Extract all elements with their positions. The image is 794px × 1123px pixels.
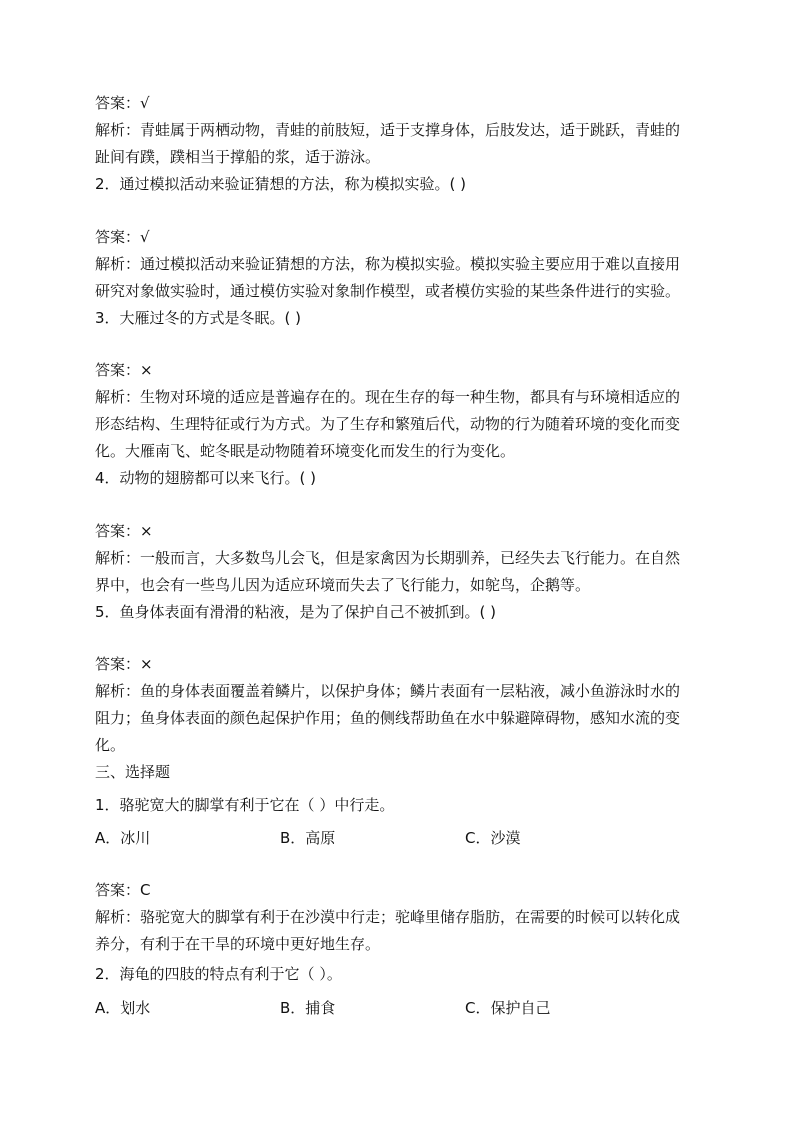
- answer-line: 答案：×: [95, 522, 153, 540]
- analysis-line: 解析：青蛙属于两栖动物，青蛙的前肢短，适于支撑身体，后肢发达，适于跳跃，青蛙的: [95, 121, 681, 139]
- analysis-line: 界中，也会有一些鸟儿因为适应环境而失去了飞行能力，如鸵鸟，企鹅等。: [95, 576, 591, 594]
- analysis-line: 形态结构、生理特征或行为方式。为了生存和繁殖后代，动物的行为随着环境的变化而变: [95, 415, 681, 433]
- analysis-line: 研究对象做实验时，通过模仿实验对象制作模型，或者模仿实验的某些条件进行的实验。: [95, 282, 681, 300]
- analysis-line: 解析：生物对环境的适应是普遍存在的。现在生存的每一种生物，都具有与环境相适应的: [95, 388, 681, 406]
- analysis-line: 解析：通过模拟活动来验证猜想的方法，称为模拟实验。模拟实验主要应用于难以直接用: [95, 255, 681, 273]
- analysis-line: 解析：一般而言，大多数鸟儿会飞，但是家禽因为长期驯养，已经失去飞行能力。在自然: [95, 549, 681, 567]
- analysis-line: 化。大雁南飞、蛇冬眠是动物随着环境变化而发生的行为变化。: [95, 442, 516, 460]
- option-c: C．沙漠: [465, 829, 521, 847]
- analysis-line: 养分，有利于在干旱的环境中更好地生存。: [95, 935, 381, 953]
- analysis-line: 趾间有蹼，蹼相当于撑船的浆，适于游泳。: [95, 148, 381, 166]
- option-a: A．冰川: [95, 829, 151, 847]
- answer-line: 答案：√: [95, 94, 150, 112]
- option-b: B．捕食: [280, 999, 336, 1017]
- question-line: 2．通过模拟活动来验证猜想的方法，称为模拟实验。( ): [95, 175, 467, 193]
- answer-line: 答案：C: [95, 881, 151, 899]
- option-a: A．划水: [95, 999, 151, 1017]
- analysis-line: 解析：骆驼宽大的脚掌有利于在沙漠中行走；驼峰里储存脂肪，在需要的时候可以转化成: [95, 908, 681, 926]
- analysis-line: 解析：鱼的身体表面覆盖着鳞片，以保护身体；鳞片表面有一层粘液，减小鱼游泳时水的: [95, 682, 681, 700]
- answer-line: 答案：√: [95, 228, 150, 246]
- question-line: 1．骆驼宽大的脚掌有利于它在（ ）中行走。: [95, 796, 395, 814]
- section-title: 三、选择题: [95, 763, 171, 781]
- answer-line: 答案：×: [95, 655, 153, 673]
- question-line: 3．大雁过冬的方式是冬眠。( ): [95, 309, 302, 327]
- question-line: 5．鱼身体表面有滑滑的粘液，是为了保护自己不被抓到。( ): [95, 603, 497, 621]
- option-c: C．保护自己: [465, 999, 551, 1017]
- question-line: 2．海龟的四肢的特点有利于它（ ）。: [95, 965, 342, 983]
- question-line: 4．动物的翅膀都可以来飞行。( ): [95, 469, 317, 487]
- analysis-line: 阻力；鱼身体表面的颜色起保护作用；鱼的侧线帮助鱼在水中躲避障碍物，感知水流的变: [95, 709, 681, 727]
- answer-line: 答案：×: [95, 361, 153, 379]
- option-b: B．高原: [280, 829, 336, 847]
- analysis-line: 化。: [95, 736, 126, 754]
